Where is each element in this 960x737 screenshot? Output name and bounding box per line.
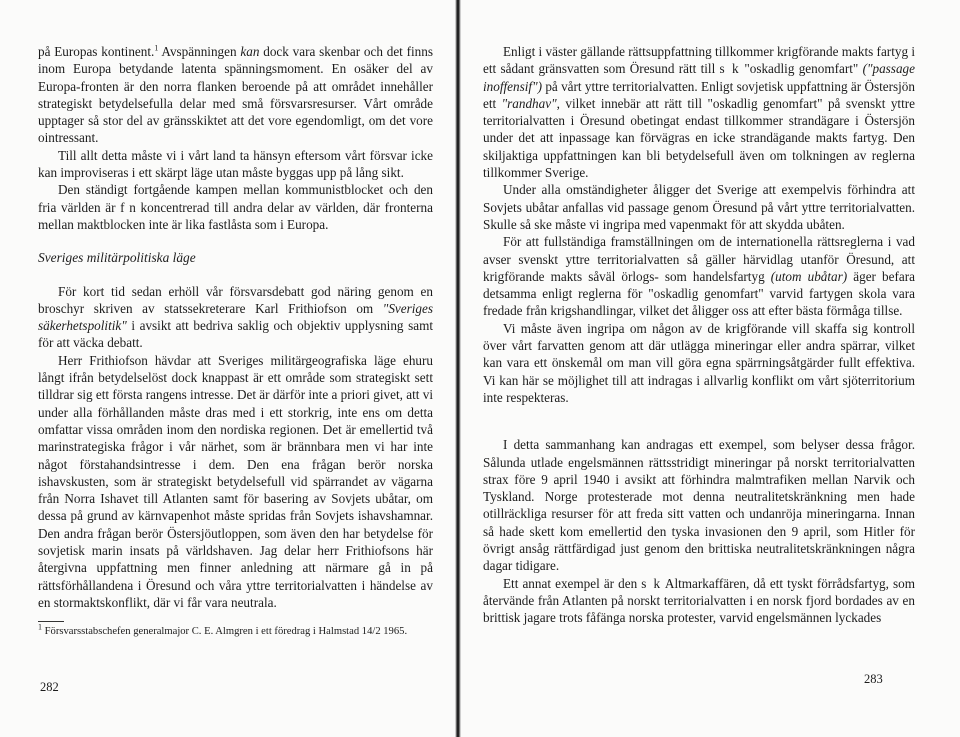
right-paragraph-6: Ett annat exempel är den s k Altmarkaffären, då ett tyskt förrådsfartyg, som återvände från Atlanten på norskt territorialvatten i en norsk fjord bordades av en brittisk jagare trots fåfänga norska protester, varvid engelsmännen lyckades bbox=[483, 575, 916, 626]
left-page-text-column bbox=[38, 43, 433, 638]
page-number-left: 282 bbox=[40, 680, 59, 694]
right-paragraph-3: För att fullständiga framställningen om de internationella rättsreglerna i vad avser svenskt yttre territorialvatten så gäller härvidlag utanför Öresund, att krigförande makts såväl örlogs- som handelsfartyg (utom ubåtar) äger befara detsamma enligt reglerna för "oskadlig genomfart" varvid fartygen skola vara fredade från krigshandlingar, vilket det åligger oss att efter bästa förmåga tillse. bbox=[483, 234, 915, 319]
footnote: $^1$ Försvarsstabschefen generalmajor C. E. Almgren i ett föredrag i Halmstad 14/2 1965. bbox=[38, 622, 408, 638]
right-paragraph-5: I detta sammanhang kan andragas ett exempel, som belyser dessa frågor. Sålunda utlade engelsmännen rättsstridigt mineringar på norskt territorialvatten strax före 9 april 1940 i avsikt att förhindra malmtrafiken mellan Narvik och Tyskland. Norge protesterade mot denna neutralitetskränkning men hade otillräckliga resurser för att freda sitt vatten och undanröja mineringarna. Innan så hade skett kom emellertid den tyska invasionen den 9 april, som Hitler för övrigt ansåg rättfärdigad just genom den brittiska neutralitetskränkningen några dagar tidigare. bbox=[483, 437, 915, 574]
left-paragraph-5: Herr Frithiofson hävdar att Sveriges militärgeografiska läge ehuru långt ifrån betydelselöst dock knappast är ett område som strategiskt sett tilldrar sig ett första rangens intresse. Det är därför inte a priori givet, att vi under alla förhållanden måste dras med i ett storkrig, inte ens om detta omfattar vissa områden inom den nordiska regionen. Det är emellertid två marinstrategiska frågor i vår närhet, som är brännbara men vi har inte något förstahandsintresse i dem. Den ena frågan berör norska ishavskusten, som är strategiskt betydelsefull vid spärrandet av vägarna från Norra Ishavet till Atlanten samt för basering av Sovjets ubåtar, om dessa på grund av kärnvapenhot måste spridas från Sovjets ishavshamnar. Den andra frågan berör Östersjöutloppen, som även den har betydelse för sovjetisk marin insats på världshaven. Jag delar herr Frithiofsons här återgivna uppfattning men finner anledning att närmare gå in på rättsförhållandena i Öresund och våra yttre territorialvatten i händelse av en stormaktskonflikt, där vi får vara neutrala. bbox=[38, 352, 433, 610]
right-paragraph-4: Vi måste även ingripa om någon av de krigförande vill skaffa sig kontroll över vårt farvatten genom att där utlägga mineringar eller andra spärrar, vilket kan vara ett önskemål om man vill göra egna spärrningsåtgärder fullt effektiva. Vi kan här se möjlighet till att indragas i allvarlig konflikt om vårt sjöterritorium inte respekteras. bbox=[483, 320, 915, 405]
left-page bbox=[0, 0, 455, 737]
right-paragraph-2: Under alla omständigheter åligger det Sverige att exempelvis förhindra att Sovjets ubåtar anfallas vid passage genom Öresund på vårt yttre territorialvatten. Skulle så ske måste vi ingripa med vapenmakt för att skydda ubåten. bbox=[483, 182, 915, 232]
left-paragraph-3: Den ständigt fortgående kampen mellan kommunistblocket och den fria världen är f n koncentrerad till andra delar av världen, där fronterna mellan maktblocken inte är lika fastlåsta som i Europa. bbox=[38, 182, 433, 232]
left-paragraph-4: För kort tid sedan erhöll vår försvarsdebatt god näring genom en broschyr skriven av statssekreterare Karl Frithiofson om "Sveriges säkerhetspolitik" i avsikt att bedriva saklig och objektiv upplysning samt för att väcka debatt. bbox=[38, 283, 433, 351]
left-paragraph-2: Till allt detta måste vi i vårt land ta hänsyn eftersom vårt försvar icke kan improviseras i ett skärpt läge utan måste byggas upp på lång sikt. bbox=[38, 147, 433, 181]
right-paragraph-1: Enligt i väster gällande rättsuppfattning tillkommer krigförande makts fartyg i ett sådant gränsvatten som Öresund rätt till s k "oskadlig genomfart" ("passage inoffensif") på vårt yttre territorialvatten. Enligt sovjetisk uppfattning är Östersjön ett "randhav", vilket innebär att rätt till "oskadlig genomfart" på svenskt yttre territorialvatten i Öresund obetingat endast tillkommer strandägare i Östersjön under det att inpassage kan förvägras en icke strandägande makts fartyg. Den skiljaktiga uppfattningen kan bli betydelsefull även om tolkningen av reglerna tillkommer Sverige. bbox=[483, 44, 915, 181]
right-page-text-column bbox=[483, 43, 915, 627]
page-number-right: 283 bbox=[864, 672, 883, 686]
left-paragraph-1: på Europas kontinent.$^1$ Avspänningen kan dock vara skenbar och det finns inom Europa betydande latenta spänningsmoment. En osäker del av Europa-fronten är den norra flanken beroende på att området innehåller strategiskt betydelsefulla delar med små försvarsresurser. Vårt område upptager så stor del av gränsskiktet att det vore egendomligt, om det vore ointressant. bbox=[38, 43, 433, 146]
right-page bbox=[461, 0, 960, 737]
section-heading: Sveriges militärpolitiska läge bbox=[38, 250, 196, 266]
footnote-reference: 1 bbox=[154, 43, 159, 53]
